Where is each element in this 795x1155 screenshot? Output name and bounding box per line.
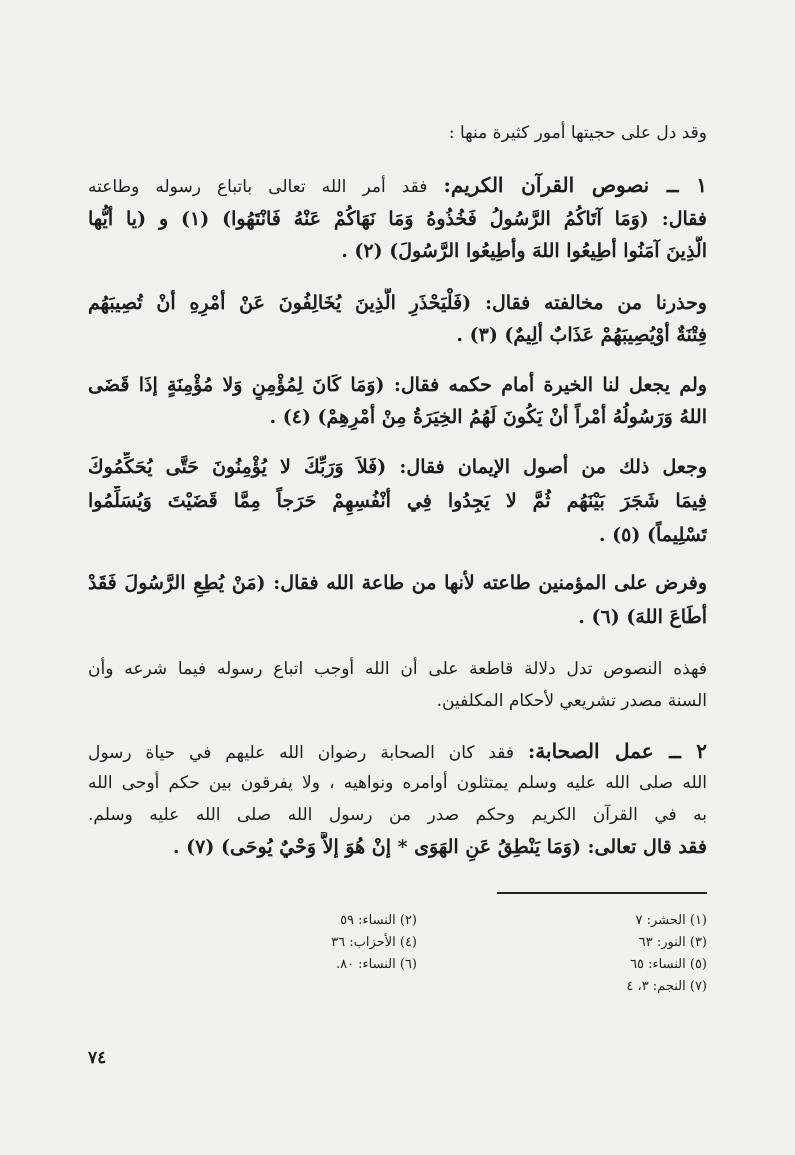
- para3-line-1: ولم يجعل لنا الخيرة أمام حكمه فقال: (وَمَا كَانَ لِمُؤْمِنٍ وَلا مُؤْمِنَةٍ إذَا قَضَى: [88, 374, 707, 396]
- para5-line-2: أطَاعَ اللهَ) (٦) .: [578, 606, 707, 628]
- footnote-7: (٧) النجم: ٣، ٤: [626, 979, 707, 994]
- footnote-4: (٤) الأحزاب: ٣٦: [331, 935, 417, 950]
- section2-line-4: [88, 832, 707, 863]
- para4-line-3: تَسْلِيماً) (٥) .: [598, 524, 707, 546]
- footnote-1: (١) الحشر: ٧: [635, 913, 707, 928]
- para4-line-1: وجعل ذلك من أصول الإيمان فقال: (فَلاَ وَرَبِّكَ لا يُؤْمِنُونَ حَتَّى يُحَكِّمُوكَ: [88, 456, 707, 478]
- section1-line-2: فقال: (وَمَا آتَاكُمُ الرَّسُولُ فَخُذُوهُ وَمَا نَهَاكُمْ عَنْهُ فَانْتَهُوا) (١) و (يا أيُّها: [88, 208, 707, 230]
- section1-text-1: فقد أمر الله تعالى باتباع رسوله وطاعته: [88, 177, 428, 197]
- footnote-divider: [497, 892, 707, 894]
- section2-text-4: فقد قال تعالى: (وَمَا يَنْطِقُ عَنِ الهَوَى * إنْ هُوَ إلاَّ وَحْيٌ يُوحَى) (٧) .: [172, 836, 707, 858]
- footnotes-left-column: [331, 910, 417, 976]
- section2-heading: ٢ ــ عمل الصحابة:: [527, 739, 707, 763]
- para3-line-2: اللهُ وَرَسُولُهُ أمْراً أنْ يَكُونَ لَهُمُ الخِيَرَةُ مِنْ أمْرِهِمْ) (٤) .: [269, 406, 707, 428]
- section2-line-2: الله صلى الله عليه وسلم يمتثلون أوامره ونواهيه ، ولا يفرقون بين حكم أوحى الله: [88, 773, 707, 793]
- para6-line-2: السنة مصدر تشريعي لأحكام المكلفين.: [436, 691, 707, 711]
- para2-line-1: وحذرنا من مخالفته فقال: (فَلْيَحْذَرِ الَّذِينَ يُخَالِفُونَ عَنْ أمْرِهِ أنْ تُصِيبَهُم: [88, 292, 707, 314]
- section1-line-1: [88, 170, 707, 202]
- section1-line-3: الَّذِينَ آمَنُوا أطِيعُوا اللهَ وأطِيعُوا الرَّسُولَ) (٢) .: [341, 240, 707, 262]
- para6-line-1: فهذه النصوص تدل دلالة قاطعة على أن الله أوجب اتباع رسوله فيما شرعه وأن: [88, 659, 707, 679]
- para2-line-2: فِتْنَةٌ أوْيُصِيبَهُمْ عَذَابٌ ألِيمٌ) (٣) .: [456, 324, 707, 346]
- footnote-2: (٢) النساء: ٥٩: [340, 913, 417, 928]
- footnote-3: (٣) النور: ٦٣: [638, 935, 707, 950]
- para5-line-1: وفرض على المؤمنين طاعته لأنها من طاعة الله فقال: (مَنْ يُطِعِ الرَّسُولَ فَقَدْ: [88, 572, 707, 594]
- footnote-5: (٥) النساء: ٦٥: [630, 957, 707, 972]
- section2-text-1: فقد كان الصحابة رضوان الله عليهم في حياة رسول: [88, 743, 515, 763]
- intro-line: وقد دل على حجيتها أمور كثيرة منها :: [448, 123, 707, 143]
- section1-heading: ١ ــ نصوص القرآن الكريم:: [443, 173, 707, 197]
- section2-line-1: [88, 736, 707, 768]
- footnotes-right-column: [626, 910, 707, 998]
- page-number: ٧٤: [88, 1048, 107, 1068]
- section2-line-3: به في القرآن الكريم وحكم صدر من رسول الله صلى الله عليه وسلم.: [88, 805, 707, 825]
- footnote-6: (٦) النساء: ٨٠.: [335, 957, 417, 972]
- para4-line-2: فِيمَا شَجَرَ بَيْنَهُم ثُمَّ لا يَجِدُوا فِي أنْفُسِهِمْ حَرَجاً مِمَّا قَضَيْتَ وَيُسَلِّمُوا: [88, 490, 707, 512]
